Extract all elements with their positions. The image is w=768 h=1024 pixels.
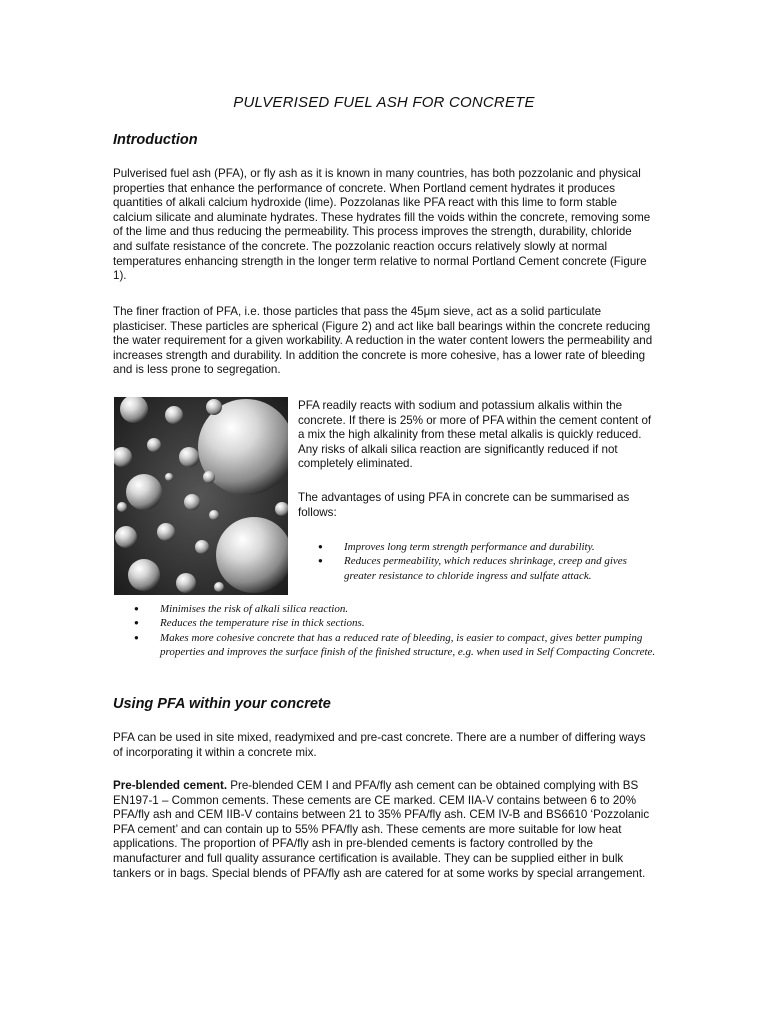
pfa-particles-micrograph [114, 397, 288, 595]
list-item: ● Minimises the risk of alkali silica reaction. [134, 602, 656, 616]
paragraph-pre-blended-cement [113, 779, 653, 881]
micrograph-image [114, 397, 288, 595]
paragraph-alkali-reaction: PFA readily reacts with sodium and potassium alkalis within the concrete. If there is 25% or more of PFA within the cement content of a mix the high alkalinity from these metal alkalis is quickly reduced. Any risks of alkali silica reaction are significantly reduced if not completely eliminated. [298, 399, 652, 471]
paragraph-fine-fraction: The finer fraction of PFA, i.e. those particles that pass the 45μm sieve, act as a solid particulate plasticiser. These particles are spherical (Figure 2) and act like ball bearings within the concrete reducing the water requirement for a given workability. A reduction in the water content lowers the permeability and increases strength and durability. In addition the concrete is more cohesive, has a lower rate of bleeding and is less prone to segregation. [113, 305, 653, 377]
paragraph-advantages-intro: The advantages of using PFA in concrete can be summarised as follows: [298, 491, 630, 519]
pre-blended-cement-lead: Pre-blended cement. [113, 779, 228, 792]
advantages-list-right [318, 540, 648, 583]
paragraph-usage: PFA can be used in site mixed, readymixed and pre-cast concrete. There are a number of differing ways of incorporating it within a concrete mix. [113, 731, 646, 759]
paragraph-intro: Pulverised fuel ash (PFA), or fly ash as it is known in many countries, has both pozzolanic and physical properties that enhance the performance of concrete. When Portland cement hydrates it produces quantities of alkali calcium hydroxide (lime). Pozzolanas like PFA react with this lime to form stable calcium silicate and aluminate hydrates. These hydrates fill the voids within the concrete, removing some of the lime and thus reducing the permeability. This process improves the strength, durability, chloride and sulfate resistance of the concrete. The pozzolanic reaction occurs relatively slowly at normal temperatures enhancing strength in the longer term relative to normal Portland Cement concrete (Figure 1). [113, 167, 651, 283]
list-item: ● Reduces the temperature rise in thick sections. [134, 616, 656, 630]
section-heading-introduction: Introduction [113, 132, 198, 148]
advantages-list-full [134, 602, 656, 660]
list-item: ● Makes more cohesive concrete that has a reduced rate of bleeding, is easier to compact, gives better pumping properties and improves the surface finish of the finished structure, e.g. when used in Self Compacting Concrete. [134, 631, 656, 660]
pre-blended-cement-text: Pre-blended CEM I and PFA/fly ash cement can be obtained complying with BS EN197-1 – Common cements. These cements are CE marked. CEM IIA-V contains between 6 to 20% PFA/fly ash and CEM IIB-V contains between 21 to 35% PFA/fly ash. CEM IV-B and BS6610 ‘Pozzolanic PFA cement’ and can contain up to 55% PFA/fly ash. These cements are more suitable for low heat applications. The proportion of PFA/fly ash in pre-blended cements is factory controlled by the manufacturer and full quality assurance certification is available. They can be supplied either in bulk tankers or in bags. Special blends of PFA/fly ash are catered for at some works by special arrangement. [113, 779, 650, 880]
list-item: ● Improves long term strength performance and durability. [318, 540, 648, 554]
document-title: PULVERISED FUEL ASH FOR CONCRETE [233, 94, 535, 111]
list-item: ● Reduces permeability, which reduces shrinkage, creep and gives greater resistance to chloride ingress and sulfate attack. [318, 554, 648, 583]
section-heading-using-pfa: Using PFA within your concrete [113, 696, 331, 712]
